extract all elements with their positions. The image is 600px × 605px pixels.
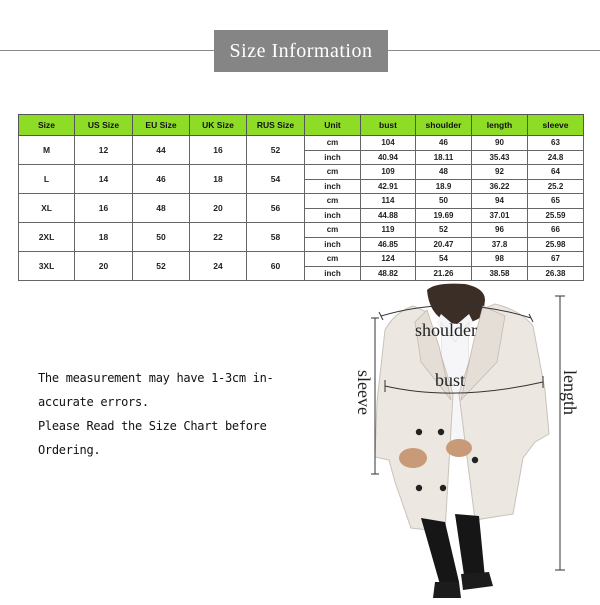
length-cell: 36.22: [472, 179, 528, 194]
eu-size-cell: 48: [133, 194, 190, 223]
title-rule-left: [0, 50, 214, 51]
eu-size-cell: 50: [133, 223, 190, 252]
sleeve-cell: 63: [528, 136, 584, 151]
eu-size-cell: 44: [133, 136, 190, 165]
sleeve-cell: 25.98: [528, 237, 584, 252]
note-line: Please Read the Size Chart before: [38, 419, 267, 433]
sleeve-cell: 24.8: [528, 150, 584, 165]
page-title: Size Information: [214, 30, 388, 72]
coat-button: [416, 485, 422, 491]
table-row: [19, 252, 584, 267]
length-cell: 94: [472, 194, 528, 209]
column-header: length: [472, 115, 528, 136]
bust-label: bust: [435, 370, 466, 390]
size-cell: 3XL: [19, 252, 75, 281]
size-cell: M: [19, 136, 75, 165]
model-figure: [355, 282, 600, 600]
unit-cell: cm: [305, 194, 361, 209]
shoulder-cell: 18.9: [416, 179, 472, 194]
unit-cell: inch: [305, 179, 361, 194]
length-cell: 37.01: [472, 208, 528, 223]
shoulder-cell: 52: [416, 223, 472, 238]
trousers: [421, 518, 459, 588]
shoulder-cell: 48: [416, 165, 472, 180]
us-size-cell: 14: [75, 165, 133, 194]
uk-size-cell: 24: [190, 252, 247, 281]
length-cell: 38.58: [472, 266, 528, 281]
rus-size-cell: 52: [247, 136, 305, 165]
note-line: Ordering.: [38, 443, 101, 457]
right-hand: [446, 439, 472, 457]
size-chart-table: [18, 114, 584, 281]
table-row: [19, 165, 584, 180]
table-header-row: [19, 115, 584, 136]
bust-cell: 124: [361, 252, 416, 267]
shoulder-cell: 18.11: [416, 150, 472, 165]
coat-model-illustration: [355, 282, 600, 600]
bust-cell: 44.88: [361, 208, 416, 223]
shoulder-cell: 21.26: [416, 266, 472, 281]
rus-size-cell: 58: [247, 223, 305, 252]
sleeve-cell: 66: [528, 223, 584, 238]
us-size-cell: 16: [75, 194, 133, 223]
sleeve-cell: 64: [528, 165, 584, 180]
shoulder-cell: 19.69: [416, 208, 472, 223]
unit-cell: inch: [305, 237, 361, 252]
sleeve-cell: 67: [528, 252, 584, 267]
length-cell: 96: [472, 223, 528, 238]
trousers: [455, 514, 485, 582]
length-cell: 98: [472, 252, 528, 267]
uk-size-cell: 22: [190, 223, 247, 252]
bust-cell: 40.94: [361, 150, 416, 165]
coat-button: [416, 429, 422, 435]
bust-cell: 104: [361, 136, 416, 151]
sleeve-label: sleeve: [353, 370, 374, 415]
size-cell: XL: [19, 194, 75, 223]
column-header: EU Size: [133, 115, 190, 136]
column-header: UK Size: [190, 115, 247, 136]
uk-size-cell: 18: [190, 165, 247, 194]
left-hand: [399, 448, 427, 468]
length-cell: 92: [472, 165, 528, 180]
bust-cell: 109: [361, 165, 416, 180]
table-row: [19, 223, 584, 238]
size-cell: 2XL: [19, 223, 75, 252]
table-row: [19, 136, 584, 151]
column-header: US Size: [75, 115, 133, 136]
us-size-cell: 18: [75, 223, 133, 252]
column-header: RUS Size: [247, 115, 305, 136]
length-cell: 37.8: [472, 237, 528, 252]
eu-size-cell: 52: [133, 252, 190, 281]
eu-size-cell: 46: [133, 165, 190, 194]
bust-cell: 42.91: [361, 179, 416, 194]
title-banner: [0, 30, 600, 72]
unit-cell: cm: [305, 223, 361, 238]
shoulder-cell: 46: [416, 136, 472, 151]
length-cell: 35.43: [472, 150, 528, 165]
us-size-cell: 20: [75, 252, 133, 281]
coat-button: [440, 485, 446, 491]
sleeve-cell: 65: [528, 194, 584, 209]
unit-cell: cm: [305, 252, 361, 267]
sleeve-cell: 26.38: [528, 266, 584, 281]
coat-button: [472, 457, 478, 463]
bust-cell: 48.82: [361, 266, 416, 281]
uk-size-cell: 16: [190, 136, 247, 165]
shoulder-cell: 54: [416, 252, 472, 267]
column-header: Size: [19, 115, 75, 136]
sleeve-cell: 25.2: [528, 179, 584, 194]
size-cell: L: [19, 165, 75, 194]
rus-size-cell: 56: [247, 194, 305, 223]
uk-size-cell: 20: [190, 194, 247, 223]
bust-cell: 114: [361, 194, 416, 209]
table-row: [19, 194, 584, 209]
unit-cell: inch: [305, 150, 361, 165]
us-size-cell: 12: [75, 136, 133, 165]
shoulder-cell: 20.47: [416, 237, 472, 252]
length-cell: 90: [472, 136, 528, 151]
shoe: [461, 572, 493, 590]
column-header: shoulder: [416, 115, 472, 136]
shoe: [433, 582, 461, 598]
note-line: The measurement may have 1-3cm in-: [38, 371, 274, 385]
unit-cell: inch: [305, 208, 361, 223]
title-rule-right: [388, 50, 600, 51]
table-body: [19, 136, 584, 281]
column-header: sleeve: [528, 115, 584, 136]
shoulder-cell: 50: [416, 194, 472, 209]
unit-cell: cm: [305, 136, 361, 151]
note-line: accurate errors.: [38, 395, 149, 409]
unit-cell: cm: [305, 165, 361, 180]
column-header: Unit: [305, 115, 361, 136]
model-face: [427, 284, 485, 324]
bust-cell: 119: [361, 223, 416, 238]
coat-button: [438, 429, 444, 435]
shoulder-label: shoulder: [415, 320, 477, 340]
sleeve-cell: 25.59: [528, 208, 584, 223]
rus-size-cell: 60: [247, 252, 305, 281]
column-header: bust: [361, 115, 416, 136]
bust-cell: 46.85: [361, 237, 416, 252]
rus-size-cell: 54: [247, 165, 305, 194]
measurement-note: [38, 366, 308, 462]
length-label: length: [560, 370, 580, 415]
unit-cell: inch: [305, 266, 361, 281]
